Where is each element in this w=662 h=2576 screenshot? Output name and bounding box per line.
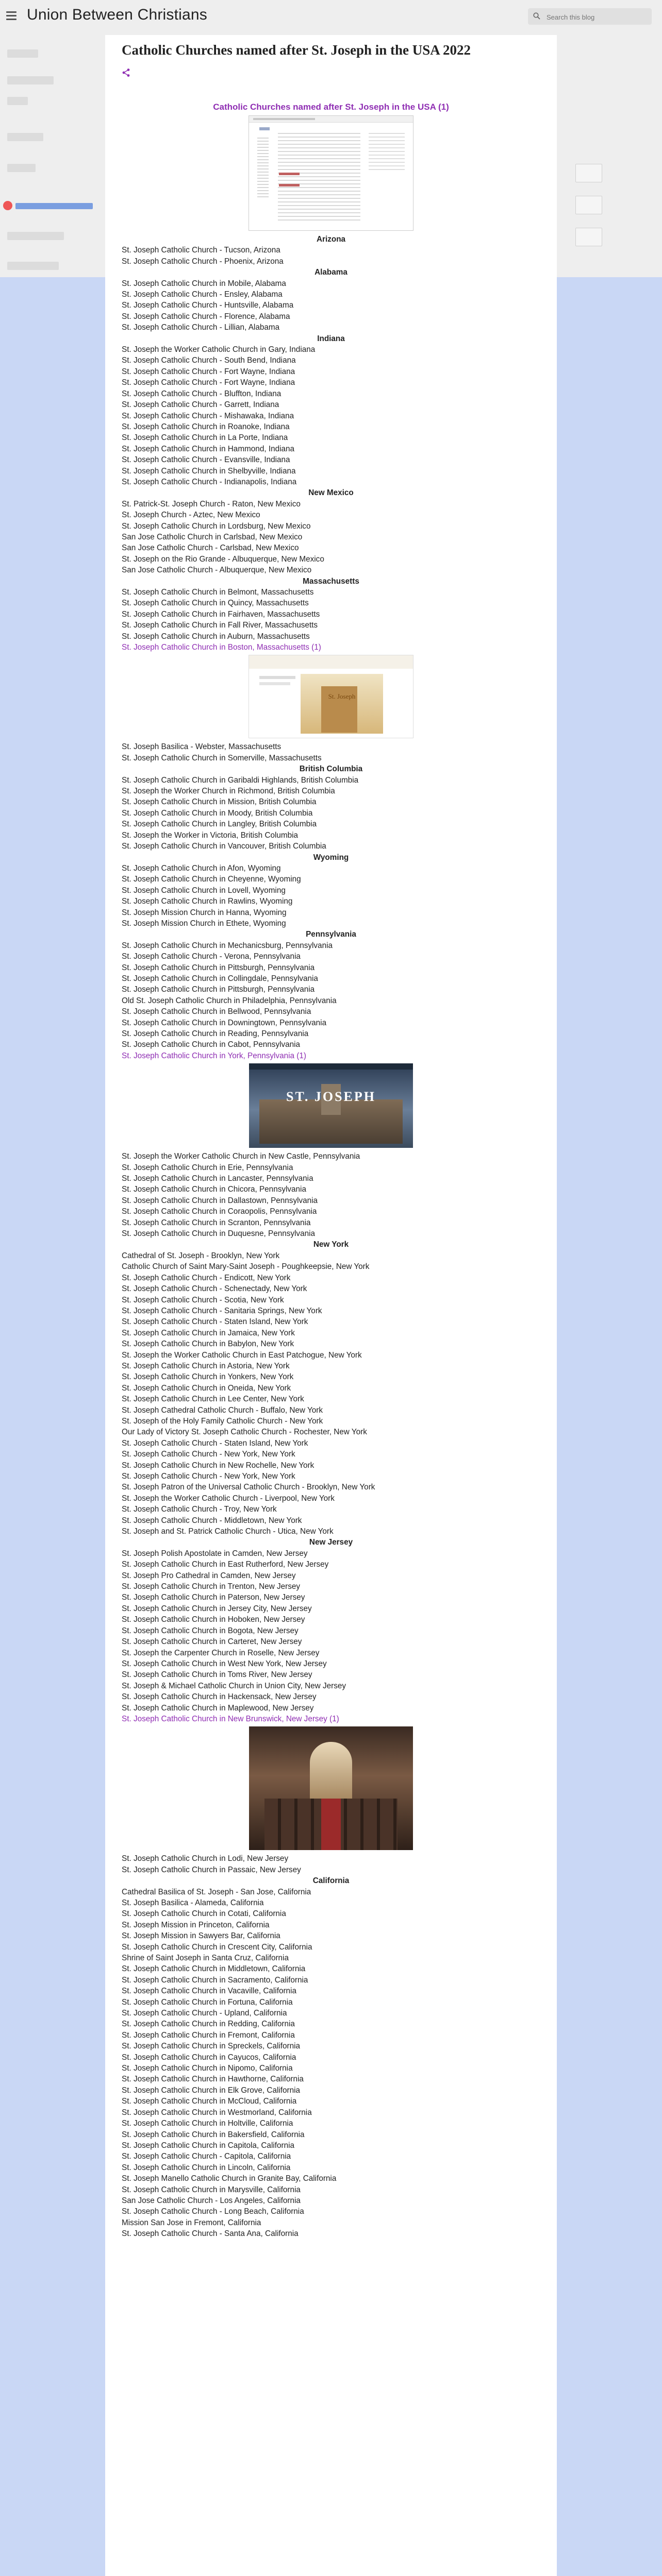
church-list-item: St. Joseph Catholic Church in Mobile, Alabama — [122, 279, 286, 288]
church-list-item: St. Joseph Catholic Church in Capitola, California — [122, 2141, 295, 2150]
church-list-item: St. Joseph Catholic Church in Quincy, Massachusetts — [122, 599, 309, 608]
church-list-item: Old St. Joseph Catholic Church in Philadelphia, Pennsylvania — [122, 996, 337, 1005]
church-list-item: St. Joseph and St. Patrick Catholic Church - Utica, New York — [122, 1527, 334, 1536]
church-list-item: Cathedral of St. Joseph - Brooklyn, New York — [122, 1251, 280, 1260]
state-heading: Arizona — [316, 235, 346, 244]
church-list-item: St. Joseph Cathedral Catholic Church - Buffalo, New York — [122, 1405, 323, 1415]
church-list-item: St. Joseph Catholic Church in Rawlins, Wyoming — [122, 897, 293, 906]
church-list-item: St. Joseph of the Holy Family Catholic Church - New York — [122, 1416, 323, 1426]
church-list-item: St. Joseph Catholic Church in Jersey City, New Jersey — [122, 1604, 312, 1613]
church-list-item: St. Joseph Catholic Church in Sacramento, California — [122, 1975, 308, 1985]
church-interior-photo[interactable] — [249, 1726, 413, 1850]
state-heading: California — [312, 1876, 350, 1886]
church-list-item: San Jose Catholic Church in Carlsbad, New Mexico — [122, 532, 303, 541]
church-list-item: St. Joseph Basilica - Webster, Massachusetts — [122, 742, 282, 752]
post-container — [105, 35, 557, 2576]
menu-icon[interactable] — [6, 11, 16, 20]
church-list-item: St. Joseph Catholic Church - Mishawaka, Indiana — [122, 411, 294, 420]
church-list-item: St. Joseph Catholic Church - Huntsville, Alabama — [122, 301, 294, 310]
church-list-item: St. Joseph Catholic Church in Collingdale, Pennsylvania — [122, 974, 318, 983]
church-list-item: St. Joseph the Worker in Victoria, British Columbia — [122, 831, 299, 840]
church-list-item: St. Joseph Catholic Church in West New York, New Jersey — [122, 1659, 327, 1668]
church-list-item: St. Joseph Catholic Church in Mission, British Columbia — [122, 798, 317, 807]
church-list-item: St. Joseph Catholic Church in McCloud, California — [122, 2097, 297, 2106]
church-list-item: St. Joseph Catholic Church - Scotia, New York — [122, 1295, 284, 1304]
church-photo-york[interactable] — [249, 1063, 413, 1148]
church-list-item: St. Joseph Catholic Church in Somerville, Massachusetts — [122, 753, 322, 762]
church-list-item: St. Joseph Catholic Church - Middletown, New York — [122, 1516, 302, 1525]
church-list-item: St. Joseph the Worker Catholic Church - Liverpool, New York — [122, 1494, 335, 1503]
church-list-item: St. Joseph Catholic Church - Florence, Alabama — [122, 312, 290, 321]
church-list-item: San Jose Catholic Church - Carlsbad, New Mexico — [122, 544, 299, 553]
church-list-item: St. Joseph Catholic Church - Fort Wayne, Indiana — [122, 367, 295, 376]
state-heading: Pennsylvania — [306, 930, 356, 939]
church-list-item: Mission San Jose in Fremont, California — [122, 2218, 261, 2227]
church-list-item: St. Joseph Catholic Church in Mechanicsburg, Pennsylvania — [122, 941, 333, 950]
church-list-item: St. Joseph Catholic Church in Hoboken, New Jersey — [122, 1615, 305, 1624]
church-list-item: St. Joseph Catholic Church in Dallastown, Pennsylvania — [122, 1196, 318, 1205]
top-bar — [0, 0, 662, 36]
church-list-item: St. Joseph Catholic Church - Verona, Pennsylvania — [122, 952, 301, 961]
church-list-item: St. Joseph Catholic Church in Bakersfield, California — [122, 2130, 305, 2139]
church-list-item: St. Joseph the Worker Catholic Church in East Patchogue, New York — [122, 1350, 362, 1360]
church-list-item: St. Joseph Catholic Church in Fortuna, California — [122, 1997, 293, 2007]
church-list-item: St. Joseph Catholic Church in Belmont, Massachusetts — [122, 588, 314, 597]
church-list-item: St. Joseph Catholic Church in Passaic, New Jersey — [122, 1865, 301, 1874]
church-list-item: St. Joseph Catholic Church in Pittsburgh, Pennsylvania — [122, 963, 315, 972]
church-list-item: St. Joseph Catholic Church in Vancouver, British Columbia — [122, 842, 326, 851]
church-list-item: St. Joseph Catholic Church - Upland, California — [122, 2009, 287, 2018]
church-list-item: St. Patrick-St. Joseph Church - Raton, New Mexico — [122, 499, 301, 509]
image-wrapper — [122, 1726, 540, 1850]
share-icon[interactable] — [122, 68, 131, 77]
church-list-item: St. Joseph Catholic Church in Spreckels, California — [122, 2042, 301, 2051]
church-list-item: St. Joseph Catholic Church in Yonkers, New York — [122, 1372, 294, 1382]
image-wrapper-1 — [122, 115, 540, 231]
church-list-item: St. Joseph Catholic Church in Vacaville, California — [122, 1987, 296, 1996]
church-list-item: St. Joseph Catholic Church in East Rutherford, New Jersey — [122, 1560, 329, 1569]
church-list-item: St. Joseph Catholic Church in Trenton, New Jersey — [122, 1582, 301, 1591]
church-list-item: St. Joseph Catholic Church in Lordsburg, New Mexico — [122, 521, 311, 531]
church-list-item: St. Joseph Catholic Church in Langley, British Columbia — [122, 820, 317, 829]
church-list-item: Cathedral Basilica of St. Joseph - San Jose, California — [122, 1887, 311, 1896]
church-list-item: St. Joseph Patron of the Universal Catholic Church - Brooklyn, New York — [122, 1483, 375, 1492]
church-list-item: St. Joseph Catholic Church in Fall River, Massachusetts — [122, 621, 318, 630]
church-list-item: St. Joseph Catholic Church - Schenectady, New York — [122, 1284, 307, 1294]
church-list-item: St. Joseph Catholic Church in Moody, British Columbia — [122, 808, 313, 818]
church-link[interactable]: St. Joseph Catholic Church in Boston, Massachusetts (1) — [122, 643, 321, 652]
search-box[interactable] — [528, 8, 652, 25]
church-list-item: St. Joseph Catholic Church in Garibaldi Highlands, British Columbia — [122, 775, 359, 785]
church-list-item: St. Joseph Catholic Church in Scranton, Pennsylvania — [122, 1218, 311, 1227]
church-list-item: St. Joseph Catholic Church in Lee Center, New York — [122, 1395, 304, 1404]
state-heading: British Columbia — [299, 765, 363, 774]
state-heading: Massachusetts — [303, 577, 359, 586]
church-list-item: St. Joseph Catholic Church in Cheyenne, Wyoming — [122, 875, 301, 884]
church-list-item: St. Joseph Catholic Church in Holtville, California — [122, 2119, 293, 2128]
church-list-item: St. Joseph Catholic Church in Elk Grove, California — [122, 2086, 301, 2095]
search-input[interactable] — [545, 11, 649, 23]
state-heading: New York — [313, 1240, 349, 1249]
church-list-item: St. Joseph Mission Church in Hanna, Wyoming — [122, 908, 287, 917]
church-list-item: San Jose Catholic Church - Los Angeles, California — [122, 2196, 301, 2205]
state-heading: Alabama — [315, 268, 347, 277]
left-sidebar-background — [0, 35, 105, 277]
church-list-item: St. Joseph Catholic Church - Staten Island, New York — [122, 1317, 308, 1327]
church-list-item: St. Joseph Catholic Church - New York, New York — [122, 1472, 295, 1481]
church-list-item: St. Joseph Catholic Church in Crescent City, California — [122, 1942, 312, 1952]
church-list-item: St. Joseph the Worker Catholic Church in Gary, Indiana — [122, 345, 316, 354]
church-list-item: St. Joseph Mission Church in Ethete, Wyoming — [122, 919, 286, 928]
church-list-item: St. Joseph Catholic Church in Toms River, New Jersey — [122, 1670, 312, 1680]
church-list-item: St. Joseph Catholic Church - Ensley, Alabama — [122, 290, 283, 299]
church-list-item: St. Joseph Catholic Church in Lancaster, Pennsylvania — [122, 1174, 313, 1183]
church-list-item: St. Joseph Polish Apostolate in Camden, New Jersey — [122, 1549, 308, 1558]
church-list-item: St. Joseph Catholic Church in Reading, Pennsylvania — [122, 1029, 309, 1038]
church-list-item: St. Joseph Basilica - Alameda, California — [122, 1898, 264, 1907]
church-list-item: St. Joseph Catholic Church - Long Beach, California — [122, 2207, 304, 2216]
church-list-item: St. Joseph Catholic Church - Indianapolis, Indiana — [122, 477, 297, 486]
church-list-item: Shrine of Saint Joseph in Santa Cruz, California — [122, 1954, 289, 1962]
church-list-item: St. Joseph Catholic Church - Santa Ana, California — [122, 2229, 299, 2239]
church-list-item: St. Joseph Catholic Church - Bluffton, Indiana — [122, 389, 282, 398]
church-list-item: St. Joseph Catholic Church in Babylon, New York — [122, 1340, 294, 1349]
post-body — [122, 101, 540, 2240]
church-list-item: St. Joseph Catholic Church in Fremont, California — [122, 2030, 295, 2040]
church-list-item: St. Joseph Manello Catholic Church in Granite Bay, California — [122, 2174, 337, 2183]
church-list-item: St. Joseph Catholic Church in Astoria, New York — [122, 1361, 290, 1370]
church-list-item: St. Joseph & Michael Catholic Church in Union City, New Jersey — [122, 1681, 346, 1690]
state-heading: Wyoming — [313, 853, 349, 862]
church-list-item: St. Joseph Catholic Church in Maplewood, New Jersey — [122, 1703, 314, 1713]
church-link[interactable]: St. Joseph Catholic Church in New Brunswick, New Jersey (1) — [122, 1714, 339, 1723]
church-list-item: San Jose Catholic Church - Albuquerque, New Mexico — [122, 566, 312, 575]
church-list-item: St. Joseph Catholic Church in Redding, California — [122, 2020, 295, 2029]
church-list-item: St. Joseph Catholic Church in La Porte, Indiana — [122, 433, 288, 443]
church-list-item: St. Joseph Catholic Church - Garrett, Indiana — [122, 400, 279, 410]
church-list-item: St. Joseph Church - Aztec, New Mexico — [122, 511, 260, 520]
church-list-item: St. Joseph Catholic Church in Roanoke, Indiana — [122, 422, 290, 431]
church-list-item: St. Joseph Catholic Church in Cotati, California — [122, 1909, 286, 1919]
church-list-item: St. Joseph Catholic Church - Evansville, Indiana — [122, 455, 290, 465]
church-list-item: St. Joseph Pro Cathedral in Camden, New Jersey — [122, 1571, 296, 1580]
image-caption-text: St. Joseph — [328, 692, 356, 701]
church-list-item: St. Joseph Catholic Church in Jamaica, New York — [122, 1328, 295, 1337]
church-list-item: St. Joseph Catholic Church in Fairhaven, Massachusetts — [122, 609, 320, 619]
church-list-item: St. Joseph Catholic Church in Hawthorne, California — [122, 2075, 304, 2084]
image-caption-text: ST. JOSEPH — [286, 1089, 376, 1105]
church-list-item: Our Lady of Victory St. Joseph Catholic Church - Rochester, New York — [122, 1428, 367, 1437]
church-list-item: St. Joseph Catholic Church in Marysville, California — [122, 2185, 301, 2194]
church-list-item: St. Joseph the Carpenter Church in Roselle, New Jersey — [122, 1648, 320, 1657]
church-list-item: St. Joseph Catholic Church in Oneida, New York — [122, 1383, 291, 1393]
church-list-item: St. Joseph Catholic Church - Phoenix, Arizona — [122, 257, 284, 266]
church-list-item: St. Joseph Catholic Church in Shelbyville, Indiana — [122, 466, 296, 476]
church-list-item: St. Joseph on the Rio Grande - Albuquerque, New Mexico — [122, 554, 324, 564]
blog-title[interactable]: Union Between Christians — [27, 6, 207, 23]
church-list-item: St. Joseph Catholic Church - New York, New York — [122, 1450, 295, 1459]
church-list-item: St. Joseph Catholic Church - Sanitaria Springs, New York — [122, 1306, 322, 1315]
state-heading: Indiana — [317, 334, 345, 343]
church-list-item: St. Joseph Catholic Church in Hammond, Indiana — [122, 444, 295, 453]
church-list-item: St. Joseph Catholic Church in Afon, Wyoming — [122, 863, 281, 873]
church-list-item: St. Joseph Catholic Church in Pittsburgh, Pennsylvania — [122, 985, 315, 994]
church-list-item: St. Joseph Catholic Church - Staten Island, New York — [122, 1438, 308, 1448]
church-list-item: St. Joseph Catholic Church in Downingtown, Pennsylvania — [122, 1018, 327, 1027]
church-list-item: St. Joseph Catholic Church in Bellwood, Pennsylvania — [122, 1007, 311, 1016]
church-list-item: St. Joseph Catholic Church - South Bend, Indiana — [122, 356, 296, 365]
post-title: Catholic Churches named after St. Joseph in the USA 2022 — [122, 42, 471, 58]
church-list-item: St. Joseph Catholic Church in Lodi, New Jersey — [122, 1854, 289, 1863]
state-heading: New Mexico — [308, 488, 354, 498]
church-list-item: St. Joseph Catholic Church in Coraopolis, Pennsylvania — [122, 1207, 317, 1216]
church-list-item: St. Joseph Catholic Church in Bogota, New Jersey — [122, 1626, 299, 1635]
church-list-item: St. Joseph Catholic Church in Hackensack, New Jersey — [122, 1692, 317, 1702]
church-list-item: St. Joseph Catholic Church in Westmorland, California — [122, 2108, 312, 2117]
church-list-item: St. Joseph Catholic Church - Fort Wayne, Indiana — [122, 378, 295, 387]
church-list-item: St. Joseph Catholic Church in Paterson, New Jersey — [122, 1593, 305, 1602]
church-list-item: St. Joseph Catholic Church - Troy, New York — [122, 1505, 277, 1514]
church-list-item: St. Joseph Catholic Church in Cayucos, California — [122, 2053, 296, 2062]
church-list-item: St. Joseph Catholic Church - Lillian, Alabama — [122, 323, 280, 332]
church-list-item: St. Joseph Catholic Church in Lovell, Wyoming — [122, 886, 286, 895]
image-wrapper — [122, 1063, 540, 1148]
church-list-item: St. Joseph the Worker Church in Richmond, British Columbia — [122, 787, 335, 796]
main-heading-link[interactable]: Catholic Churches named after St. Joseph in the USA (1) — [213, 102, 449, 112]
church-list-item: St. Joseph Catholic Church in Auburn, Massachusetts — [122, 632, 310, 641]
church-photo-boston[interactable] — [249, 655, 413, 738]
church-list-item: St. Joseph Catholic Church in Cabot, Pennsylvania — [122, 1040, 301, 1049]
church-list-item: St. Joseph Catholic Church in New Rochelle, New York — [122, 1461, 315, 1470]
church-list-item: St. Joseph Catholic Church in Chicora, Pennsylvania — [122, 1185, 306, 1194]
church-list-item: St. Joseph Mission in Princeton, California — [122, 1920, 270, 1929]
church-list-item: St. Joseph the Worker Catholic Church in New Castle, Pennsylvania — [122, 1152, 360, 1161]
screenshot-image[interactable] — [249, 115, 413, 231]
church-list-item: St. Joseph Mission in Sawyers Bar, California — [122, 1931, 280, 1941]
church-list-item: St. Joseph Catholic Church - Capitola, California — [122, 2152, 291, 2161]
church-list — [122, 234, 540, 2240]
church-list-item: St. Joseph Catholic Church in Carteret, New Jersey — [122, 1637, 302, 1647]
right-sidebar-background — [557, 35, 662, 277]
church-link[interactable]: St. Joseph Catholic Church in York, Pennsylvania (1) — [122, 1051, 306, 1060]
search-icon[interactable] — [533, 12, 540, 20]
church-list-item: St. Joseph Catholic Church in Lincoln, California — [122, 2163, 291, 2172]
church-list-item: St. Joseph Catholic Church - Tucson, Arizona — [122, 246, 280, 255]
church-list-item: Catholic Church of Saint Mary-Saint Joseph - Poughkeepsie, New York — [122, 1262, 370, 1272]
church-list-item: St. Joseph Catholic Church in Nipomo, California — [122, 2064, 293, 2073]
image-wrapper — [122, 655, 540, 738]
state-heading: New Jersey — [309, 1538, 353, 1547]
church-list-item: St. Joseph Catholic Church in Duquesne, Pennsylvania — [122, 1229, 315, 1239]
church-list-item: St. Joseph Catholic Church in Middletown, California — [122, 1964, 306, 1974]
church-list-item: St. Joseph Catholic Church - Endicott, New York — [122, 1273, 291, 1282]
church-list-item: St. Joseph Catholic Church in Erie, Pennsylvania — [122, 1163, 293, 1172]
